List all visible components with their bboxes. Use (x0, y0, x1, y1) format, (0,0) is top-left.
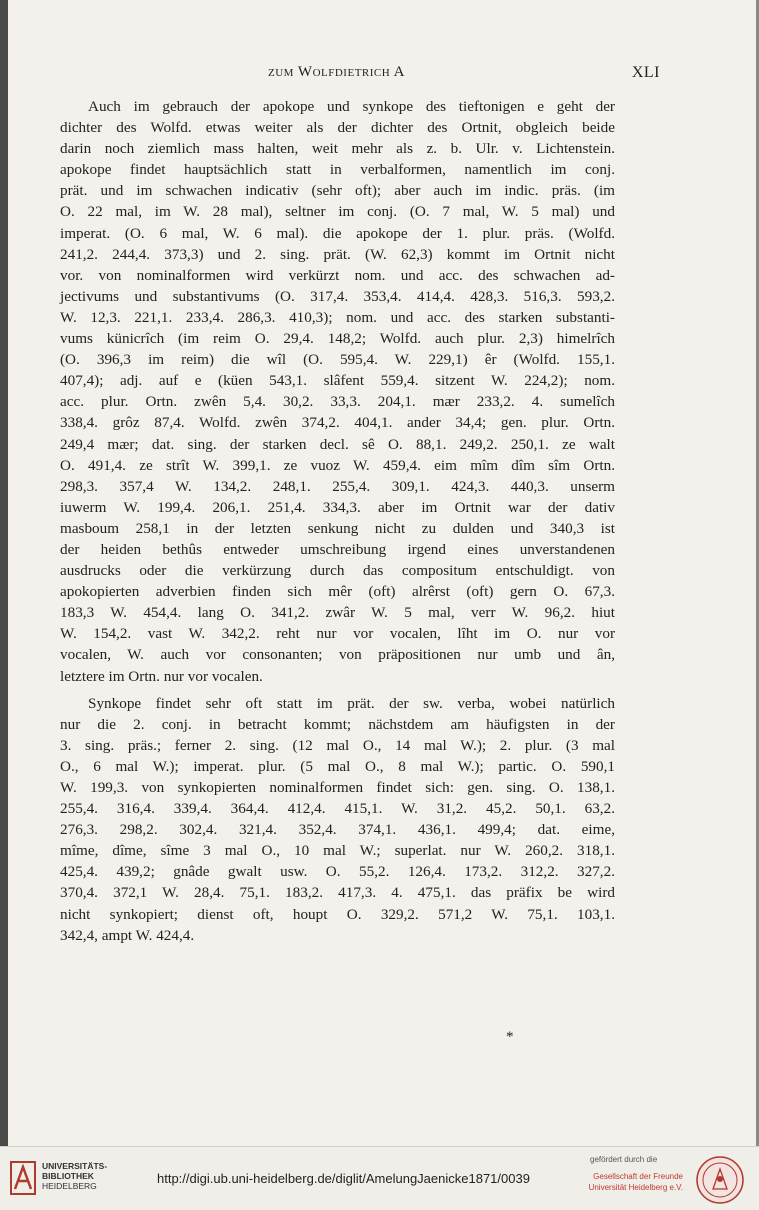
text-line: 407,4); adj. auf e (küen 543,1. slâfent 559,4. sitzent W. 224,2); nom. (60, 372, 615, 390)
signature-mark: * (506, 1029, 514, 1045)
text-line: vor. von nominalformen wird verkürzt nom. und acc. des schwachen ad- (60, 266, 615, 284)
library-name (42, 1161, 107, 1191)
text-line: 249,4 mær; dat. sing. der starken decl. sê O. 88,1. 249,2. 250,1. ze walt (60, 435, 615, 453)
text-line: 298,3. 357,4 W. 134,2. 248,1. 255,4. 309,1. 424,3. 440,3. unserm (60, 477, 615, 495)
text-line: imperat. (O. 6 mal, W. 6 mal). die apokope der 1. plur. präs. (Wolfd. (60, 224, 615, 242)
text-line: ausdrucks oder die verkürzung durch das compositum entschuldigt. von (60, 562, 615, 580)
text-line: 338,4. grôz 87,4. Wolfd. zwên 374,2. 404,1. ander 34,4; gen. plur. Ortn. (60, 414, 615, 432)
library-name-line1: UNIVERSITÄTS- (42, 1161, 108, 1171)
text-line: O., 6 mal W.); imperat. plur. (5 mal O., 8 mal W.); partic. O. 590,1 (60, 757, 615, 775)
page-number: XLI (631, 64, 660, 81)
text-line: masboum 258,1 in der letzten senkung nicht zu dulden und 340,3 ist (60, 519, 615, 537)
text-line: W. 199,3. von synkopierten nominalformen findet sich: gen. sing. O. 138,1. (60, 779, 615, 796)
text-line: 255,4. 316,4. 339,4. 364,4. 412,4. 415,1. W. 31,2. 45,2. 50,1. 63,2. (60, 800, 615, 818)
text-line: (O. 396,3 im reim) die wîl (O. 595,4. W. 229,1) êr (Wolfd. 155,1. (60, 351, 615, 369)
body-text (60, 96, 615, 946)
text-line: iuwerm W. 199,4. 206,1. 251,4. 334,3. aber im Ortnit war der dativ (60, 498, 615, 516)
text-line: apokope findet hauptsächlich statt in verbalformen, namentlich im conj. (60, 161, 615, 179)
funder-name (565, 1171, 683, 1193)
text-line: nur die 2. conj. in betracht kommt; nächstdem am häufigsten in der (60, 715, 615, 733)
text-line: 3. sing. präs.; ferner 2. sing. (12 mal O., 14 mal W.); 2. plur. (3 mal (60, 736, 615, 754)
footer-bar (0, 1146, 759, 1210)
text-line: 241,2. 244,4. 373,3) und 2. sing. prät. (W. 62,3) kommt im Ortnit nicht (60, 245, 615, 263)
text-line: letztere im Ortn. nur vor vocalen. (60, 667, 263, 685)
library-name-line3: HEIDELBERG (42, 1181, 97, 1191)
text-line: vums künicrîch (im reim O. 29,4. 148,2; Wolfd. auch plur. 2,3) himelrîch (60, 330, 615, 348)
text-line: 342,4, ampt W. 424,4. (60, 926, 195, 944)
funder-name-line1: Gesellschaft der Freunde (593, 1172, 683, 1181)
text-line: 276,3. 298,2. 302,4. 321,4. 352,4. 374,1. 436,1. 499,4; dat. eime, (60, 821, 615, 839)
text-line: prät. und im schwachen indicativ (sehr oft); aber auch im indic. präs. (im (60, 182, 615, 200)
running-title: zum Wolfdietrich A (268, 64, 405, 80)
text-line: der heiden bethûs entweder umschreibung irgend eines unverstandenen (60, 540, 615, 558)
library-name-line2: BIBLIOTHEK (42, 1171, 94, 1181)
text-line: nicht synkopiert; dienst oft, houpt O. 329,2. 571,2 W. 75,1. 103,1. (60, 905, 615, 923)
funded-by-label: gefördert durch die (590, 1155, 658, 1164)
permalink-url[interactable]: http://digi.ub.uni-heidelberg.de/diglit/AmelungJaenicke1871/0039 (157, 1171, 530, 1186)
text-line: apokopierten adverbien finden sich mêr (oft) alrêrst (oft) gern O. 67,3. (60, 583, 615, 601)
text-line: 425,4. 439,2; gnâde gwalt usw. O. 55,2. 126,4. 173,2. 312,2. 327,2. (60, 863, 615, 881)
text-line: W. 12,3. 221,1. 233,4. 286,3. 410,3); nom. und acc. des starken substanti- (60, 308, 615, 326)
text-line: mîme, dîme, sîme 3 mal O., 10 mal W.; superlat. nur W. 260,2. 318,1. (60, 842, 615, 860)
text-line: Auch im gebrauch der apokope und synkope des tieftonigen e geht der (88, 98, 615, 115)
text-line: acc. plur. Ortn. zwên 5,4. 30,2. 33,3. 204,1. mær 233,2. 4. sumelîch (60, 393, 615, 411)
text-line: Synkope findet sehr oft statt im prät. der sw. verba, wobei natürlich (88, 694, 615, 712)
university-library-logo-icon (10, 1161, 36, 1195)
text-line: W. 154,2. vast W. 342,2. reht nur vor vocalen, lîht im O. nur vor (60, 625, 615, 643)
text-line: 183,3 W. 454,4. lang O. 341,2. zwâr W. 5 mal, verr W. 96,2. hiut (60, 604, 615, 622)
university-seal-icon (695, 1155, 745, 1205)
text-line: dichter des Wolfd. etwas weiter als der dichter des Ortnit, obgleich beide (60, 119, 615, 137)
text-line: 370,4. 372,1 W. 28,4. 75,1. 183,2. 417,3. 4. 475,1. das präfix be wird (60, 884, 615, 902)
scan-left-edge (0, 0, 8, 1146)
text-line: jectivums und substantivums (O. 317,4. 353,4. 414,4. 428,3. 516,3. 593,2. (60, 287, 615, 305)
text-line: vocalen, W. auch vor consonanten; von präpositionen nur umb und ân, (60, 646, 615, 664)
running-header (100, 64, 660, 88)
text-line: O. 22 mal, im W. 28 mal), seltner im conj. (O. 7 mal, W. 5 mal) und (60, 203, 615, 221)
text-line: darin noch ziemlich mass halten, weit mehr als z. b. Ulr. v. Lichtenstein. (60, 140, 615, 158)
funder-name-line2: Universität Heidelberg e.V. (588, 1183, 683, 1192)
text-line: O. 491,4. ze strît W. 399,1. ze vuoz W. 459,4. eim mîm dîm sîm Ortn. (60, 456, 615, 474)
